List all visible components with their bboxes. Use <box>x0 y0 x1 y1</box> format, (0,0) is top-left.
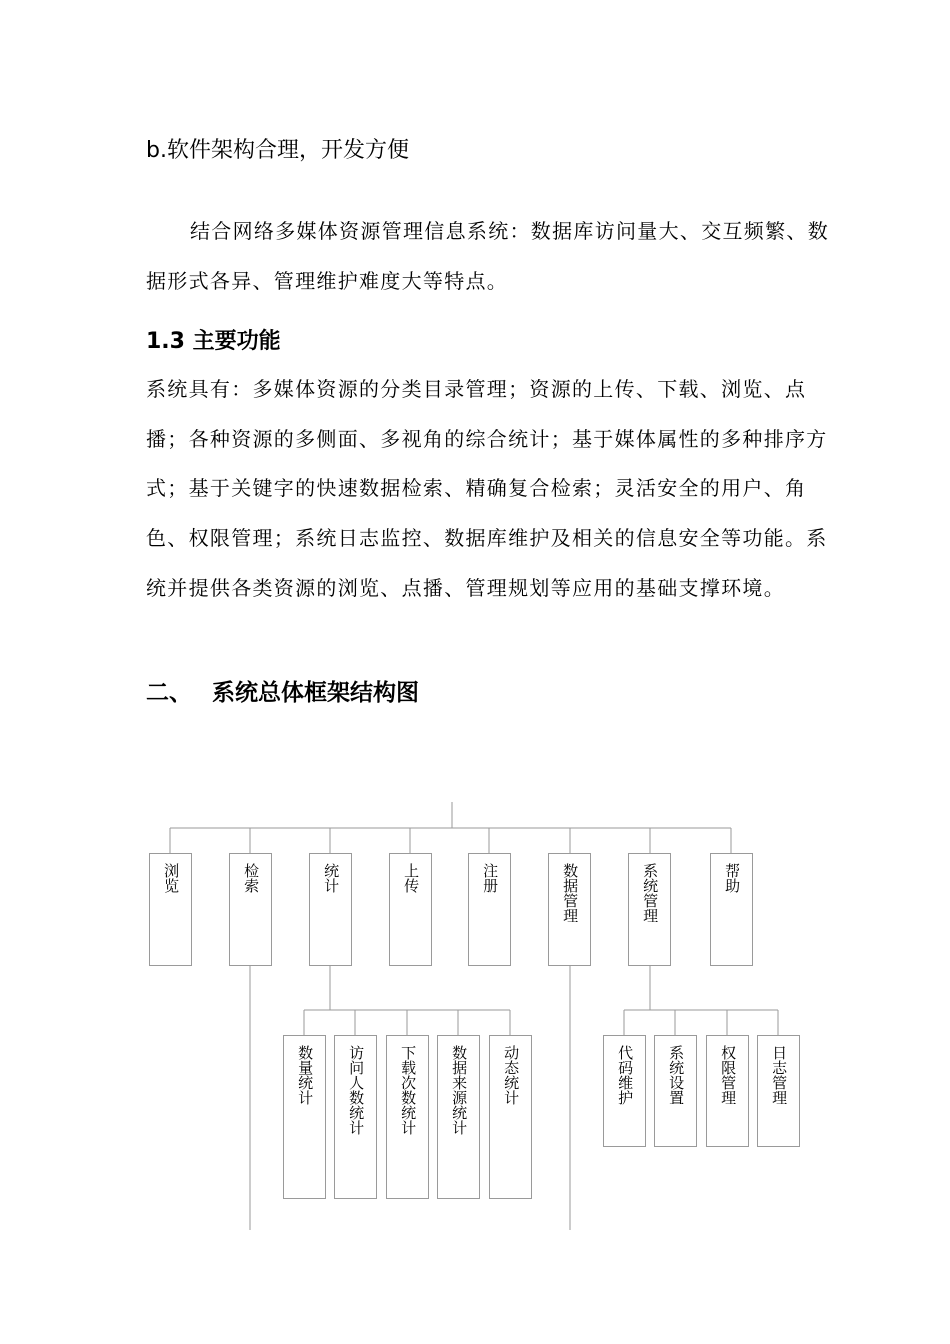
stats-item-data-source: 数据来源统计 <box>437 1035 480 1199</box>
module-browse: 浏览 <box>149 853 192 966</box>
section-title: 系统总体框架结构图 <box>212 680 419 706</box>
module-statistics: 统计 <box>309 853 352 966</box>
module-data-management: 数据管理 <box>548 853 591 966</box>
module-search: 检索 <box>229 853 272 966</box>
stats-item-dynamic: 动态统计 <box>489 1035 532 1199</box>
sysmgmt-item-logs: 日志管理 <box>757 1035 800 1147</box>
heading-main-functions: 1.3 主要功能 <box>146 329 281 354</box>
stats-item-downloads: 下载次数统计 <box>386 1035 429 1199</box>
paragraph-functions: 系统具有：多媒体资源的分类目录管理；资源的上传、下载、浏览、点播；各种资源的多侧面、多视角的综合统计；基于媒体属性的多种排序方式；基于关键字的快速数据检索、精确复合检索；灵活安全的用户、角色、权限管理；系统日志监控、数据库维护及相关的信息安全等功能。系统并提供各类资源的浏览、点播、管理规划等应用的基础支撑环境。 <box>146 377 828 600</box>
module-help: 帮助 <box>710 853 753 966</box>
heading-b: b.软件架构合理，开发方便 <box>146 138 409 163</box>
sysmgmt-item-settings: 系统设置 <box>654 1035 697 1147</box>
stats-item-quantity: 数量统计 <box>283 1035 326 1199</box>
section-number: 二、 <box>146 680 192 706</box>
stats-item-visitors: 访问人数统计 <box>334 1035 377 1199</box>
paragraph-architecture: 结合网络多媒体资源管理信息系统：数据库访问量大、交互频繁、数据形式各异、管理维护难度大等特点。 <box>146 219 829 293</box>
module-upload: 上传 <box>389 853 432 966</box>
sysmgmt-item-code-maintenance: 代码维护 <box>603 1035 646 1147</box>
module-system-management: 系统管理 <box>628 853 671 966</box>
module-register: 注册 <box>468 853 511 966</box>
sysmgmt-item-permissions: 权限管理 <box>706 1035 749 1147</box>
